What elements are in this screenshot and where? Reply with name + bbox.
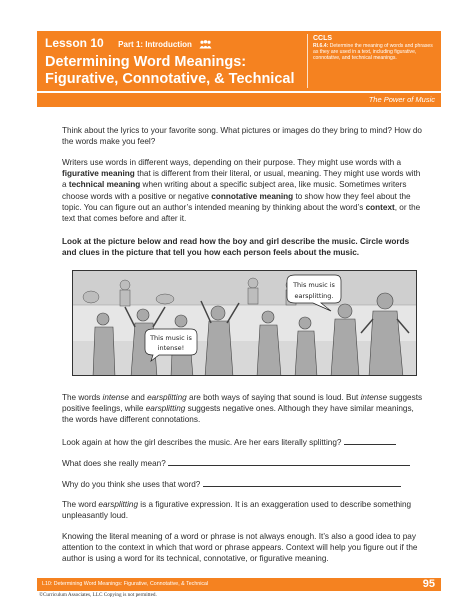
text-run: suggests negative ones. Although they have similar meanings, the words have different connotations.	[62, 404, 414, 425]
group-icon	[199, 36, 212, 54]
copyright: ©Curriculum Associates, LLC Copying is not permitted.	[39, 592, 157, 598]
lesson-number: Lesson 10	[45, 36, 104, 50]
word-intense: intense	[360, 393, 388, 402]
page-footer	[37, 578, 441, 598]
text-run: that is different from their literal, or usual, meaning. They might use words with a	[62, 169, 421, 190]
girl-bubble-line-2: earsplitting.	[294, 292, 334, 300]
question-1-text: Look again at how the girl describes the music. Are her ears literally splitting?	[62, 438, 342, 447]
term-connotative: connotative meaning	[211, 191, 294, 201]
text-run: suggests positive feelings, while	[62, 393, 423, 414]
word-intense: intense	[102, 393, 129, 402]
term-technical: technical meaning	[68, 180, 141, 190]
intro-paragraph-2	[62, 157, 424, 224]
boy-bubble-line-2: intense!	[157, 344, 185, 352]
question-3	[62, 478, 424, 490]
text-run: is a figurative expression. It is an exaggeration used to describe something unpleasantly loud.	[62, 500, 412, 521]
lesson-title-line-2: Figurative, Connotative, & Technical	[45, 71, 295, 87]
text-run: , or the text that comes before and after it.	[62, 202, 421, 224]
text-run: The word	[62, 500, 99, 509]
footer-bar	[37, 578, 441, 591]
concert-scene	[73, 271, 417, 376]
theme-title: The Power of Music	[368, 95, 435, 104]
text-run: The words	[62, 393, 103, 402]
question-1	[62, 436, 424, 448]
footer-lesson-title: L10: Determining Word Meanings: Figurative, Connotative, & Technical	[42, 581, 209, 587]
intro-paragraph-1: Think about the lyrics to your favorite song. What pictures or images do they bring to mind? How do the words make you feel?	[62, 126, 422, 147]
girl-bubble-line-1: This music is	[293, 281, 335, 289]
word-earsplitting: earsplitting	[145, 404, 186, 414]
lesson-title-line-1: Determining Word Meanings:	[45, 54, 247, 70]
part-label: Part 1: Introduction	[118, 40, 192, 49]
ccls-code: RI.6.4:	[313, 43, 329, 49]
text-run: when writing about a specific subject area, like music. Sometimes writers choose words with a positive or negative	[62, 180, 407, 201]
question-3-text: Why do you think she uses that word?	[62, 480, 201, 489]
text-run: Writers use words in different ways, depending on their purpose. They might use words with a	[62, 158, 402, 167]
page-number: 95	[422, 578, 435, 590]
word-earsplitting: earsplitting	[147, 393, 187, 402]
concert-illustration	[72, 270, 417, 376]
term-context: context	[365, 202, 395, 212]
text-run: to show how they feel about the topic. You can figure out an author’s intended meaning by thinking about the word’s	[62, 191, 411, 212]
answer-line-3[interactable]	[203, 478, 401, 487]
word-earsplitting: earsplitting	[98, 500, 139, 509]
term-figurative: figurative meaning	[62, 169, 135, 179]
closing-paragraph: Knowing the literal meaning of a word or phrase is not always enough. It’s also a good idea to pay attention to the context in which that word or phrase appears. Context will help you figure out if the author is using a word for its technical, connotative, or figurative meaning.	[62, 532, 418, 564]
instructions: Look at the picture below and read how the boy and girl describe the music. Circle words and clues in the picture that tell you how each person feels about the music.	[62, 237, 410, 258]
question-2-text: What does she really mean?	[62, 459, 166, 468]
standards-box	[307, 34, 435, 88]
text-run: are both ways of saying that sound is loud. But	[186, 393, 361, 402]
answer-line-2[interactable]	[168, 457, 410, 466]
header-title-block	[45, 34, 307, 88]
figurative-paragraph	[62, 499, 424, 521]
lesson-line	[45, 34, 307, 54]
theme-bar	[37, 93, 441, 107]
ccls-label: CCLS	[313, 35, 333, 42]
answer-line-1[interactable]	[344, 436, 396, 445]
text-run: and	[128, 393, 148, 402]
ccls-description: Determine the meaning of words and phrases as they are used in a text, including figurative, connotative, and technical meanings.	[313, 43, 433, 62]
boy-bubble-line-1: This music is	[150, 334, 192, 342]
lesson-header	[37, 31, 441, 91]
connotation-paragraph	[62, 392, 424, 426]
question-2	[62, 457, 424, 469]
ccls-standard	[313, 43, 435, 61]
